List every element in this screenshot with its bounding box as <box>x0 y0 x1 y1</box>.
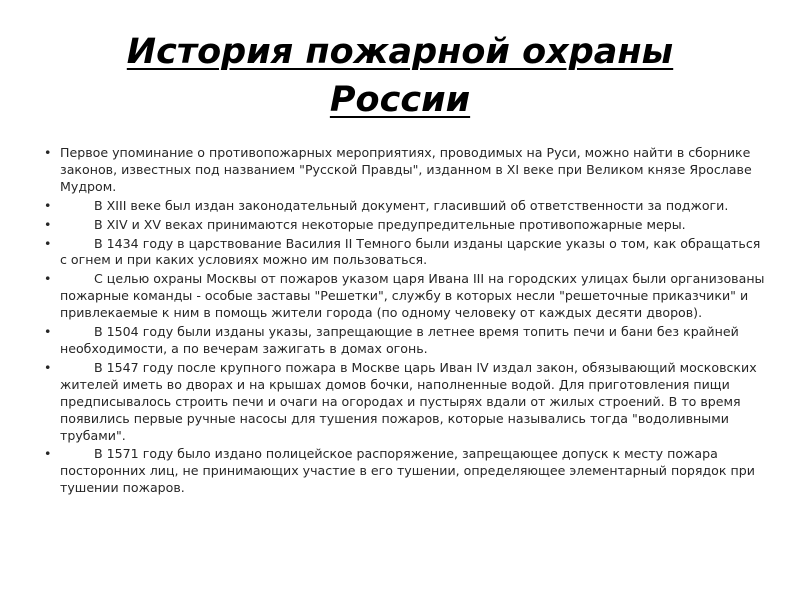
list-item-text: В 1571 году было издано полицейское распоряжение, запрещающее допуск к месту пожара посторонних лиц, не принимающих участие в его тушении, определяющее элементарный порядок при тушении пожаров. <box>60 446 755 496</box>
list-item-text: В XIV и XV веках принимаются некоторые предупредительные противопожарные меры. <box>94 216 686 232</box>
list-item <box>44 217 766 234</box>
list-item-text: В 1504 году были изданы указы, запрещающие в летнее время топить печи и бани без крайней необходимости, а по вечерам зажигать в домах огонь. <box>60 324 739 356</box>
bullet-icon: • <box>44 145 52 160</box>
bullet-icon: • <box>44 271 52 287</box>
bullet-icon: • <box>44 446 52 462</box>
list-item <box>44 198 766 215</box>
slide-title: История пожарной охраны России <box>126 32 674 120</box>
list-item <box>44 446 766 497</box>
list-item-text: В 1547 году после крупного пожара в Москве царь Иван IV издал закон, обязывающий московских жителей иметь во дворах и на крышах домов бочки, наполненные водой. Для приготовления пищи предписывалось строить печи и очаги на огородах и пустырях вдали от жилых строений. В то время появились первые ручные насосы для тушения пожаров, которые назывались тогда "водоливными трубами". <box>60 359 757 443</box>
list-item-text: В XIII веке был издан законодательный документ, гласивший об ответственности за поджоги. <box>94 197 729 213</box>
bullet-icon: • <box>44 359 52 375</box>
list-item <box>44 324 766 358</box>
list-item <box>44 236 766 270</box>
list-item <box>44 360 766 445</box>
list-item <box>44 145 766 196</box>
bullet-icon: • <box>44 197 52 213</box>
bullet-icon: • <box>44 235 52 251</box>
bullet-icon: • <box>44 324 52 340</box>
list-item-text: Первое упоминание о противопожарных мероприятиях, проводимых на Руси, можно найти в сборнике законов, известных под названием "Русской Правды", изданном в XI веке при Великом князе Ярославе Мудром. <box>60 145 752 194</box>
list-item-text: В 1434 году в царствование Василия II Темного были изданы царские указы о том, как обращаться с огнем и при каких условиях можно им пользоваться. <box>60 235 761 268</box>
list-item-text: С целью охраны Москвы от пожаров указом царя Ивана III на городских улицах были организованы пожарные команды - особые заставы "Решетки", службу в которых несли "решеточные приказчики" и привлекаемые к ним в помощь жители города (по одному человеку от каждых десяти дворов). <box>60 271 765 321</box>
bullet-list <box>44 145 766 499</box>
bullet-icon: • <box>44 216 52 232</box>
list-item <box>44 271 766 322</box>
